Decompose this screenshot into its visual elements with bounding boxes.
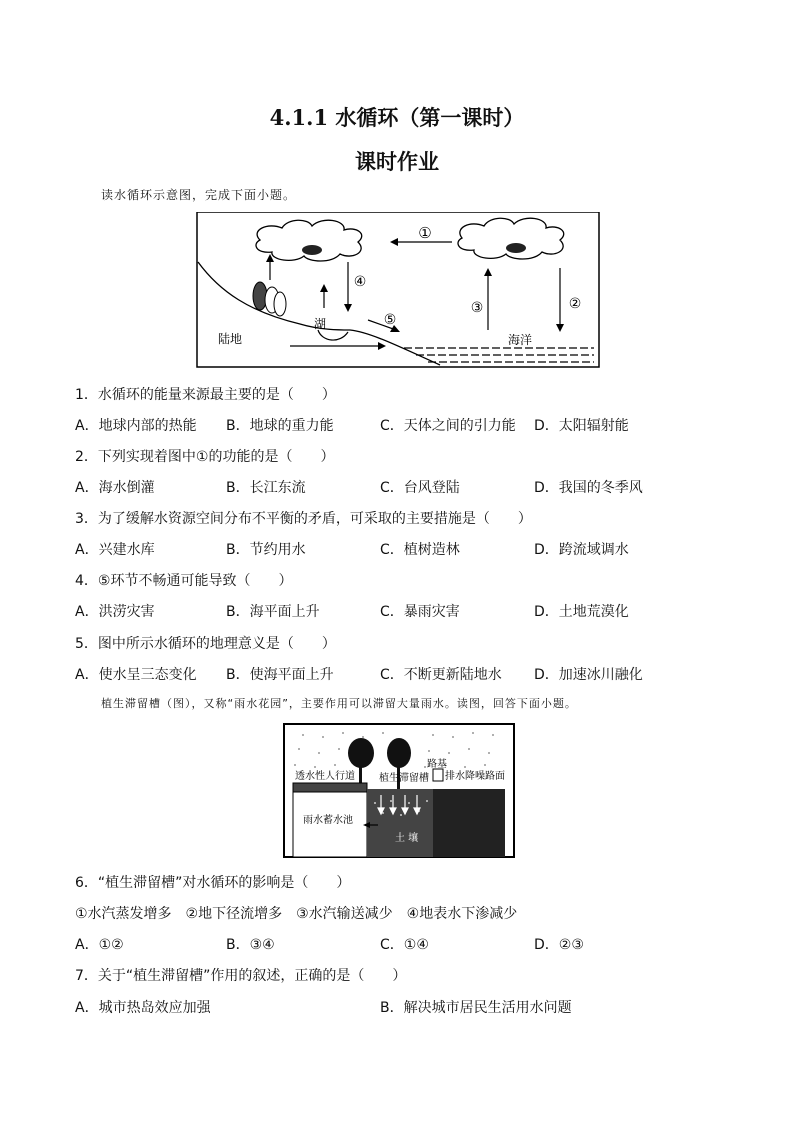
q3-option-a: A．兴建水库 xyxy=(75,542,155,558)
q5-option-b: B．使海平面上升 xyxy=(226,667,334,683)
q1-option-b: B．地球的重力能 xyxy=(226,418,334,434)
soil xyxy=(367,789,433,857)
sidewalk xyxy=(293,783,367,792)
label-road-base: 路基 xyxy=(427,759,447,770)
q3-option-b: B．节约用水 xyxy=(226,542,306,558)
label-sidewalk: 透水性人行道 xyxy=(295,771,355,782)
question-6: 6．“植生滞留槽”对水循环的影响是（ ） xyxy=(75,875,351,891)
label-tank: 雨水蓄水池 xyxy=(303,815,353,826)
q6-statements: ①水汽蒸发增多 ②地下径流增多 ③水汽输送减少 ④地表水下渗减少 xyxy=(75,906,518,922)
label-trough: 植生滞留槽 xyxy=(379,773,429,784)
tree xyxy=(387,738,411,768)
q6-option-b: B．③④ xyxy=(226,937,275,953)
q3-option-c: C．植树造林 xyxy=(380,542,460,558)
rain-garden-diagram xyxy=(283,723,515,859)
rain-icon xyxy=(506,243,526,253)
tree xyxy=(274,292,286,316)
question-1: 1．水循环的能量来源最主要的是（ ） xyxy=(75,387,336,403)
q5-option-c: C．不断更新陆地水 xyxy=(380,667,502,683)
question-7: 7．关于“植生滞留槽”作用的叙述，正确的是（ ） xyxy=(75,968,407,984)
q2-option-a: A．海水倒灌 xyxy=(75,480,155,496)
tree xyxy=(348,738,374,768)
label-lake: 湖 xyxy=(314,317,327,331)
page-title: 4.1.1 水循环（第一课时） xyxy=(269,105,525,130)
label-land: 陆地 xyxy=(218,332,243,346)
arrow-label-2: ② xyxy=(568,296,582,312)
q5-option-a: A．使水呈三态变化 xyxy=(75,667,197,683)
q6-option-d: D．②③ xyxy=(534,937,584,953)
label-drain-road: 排水降噪路面 xyxy=(445,771,505,782)
q4-option-d: D．土地荒漠化 xyxy=(534,604,629,620)
q4-option-a: A．洪涝灾害 xyxy=(75,604,155,620)
q4-option-c: C．暴雨灾害 xyxy=(380,604,460,620)
intro-text-1: 读水循环示意图，完成下面小题。 xyxy=(101,188,297,202)
question-2: 2．下列实现着图中①的功能的是（ ） xyxy=(75,449,335,465)
arrow-label-4: ④ xyxy=(353,274,367,290)
land-surface xyxy=(198,262,440,365)
page-subtitle: 课时作业 xyxy=(355,149,439,174)
arrow-label-3: ③ xyxy=(470,300,484,316)
question-3: 3．为了缓解水资源空间分布不平衡的矛盾，可采取的主要措施是（ ） xyxy=(75,511,532,527)
q4-option-b: B．海平面上升 xyxy=(226,604,320,620)
q2-option-c: C．台风登陆 xyxy=(380,480,460,496)
q6-option-c: C．①④ xyxy=(380,937,429,953)
q2-option-d: D．我国的冬季风 xyxy=(534,480,643,496)
q3-option-d: D．跨流域调水 xyxy=(534,542,629,558)
q1-option-a: A．地球内部的热能 xyxy=(75,418,197,434)
q2-option-b: B．长江东流 xyxy=(226,480,306,496)
arrow-label-5: ⑤ xyxy=(383,312,397,328)
rain-icon xyxy=(302,245,322,255)
water-cycle-diagram xyxy=(190,212,610,372)
lake-basin xyxy=(318,330,348,340)
q7-option-b: B．解决城市居民生活用水问题 xyxy=(380,1000,572,1016)
q5-option-d: D．加速冰川融化 xyxy=(534,667,643,683)
cloud-right xyxy=(458,218,564,259)
label-ocean: 海洋 xyxy=(508,333,533,347)
road-base xyxy=(433,797,505,857)
q6-option-a: A．①② xyxy=(75,937,124,953)
arrow-label-1: ① xyxy=(418,224,432,242)
question-5: 5．图中所示水循环的地理意义是（ ） xyxy=(75,636,336,652)
q1-option-d: D．太阳辐射能 xyxy=(534,418,629,434)
question-4: 4．⑤环节不畅通可能导致（ ） xyxy=(75,573,293,589)
q1-option-c: C．天体之间的引力能 xyxy=(380,418,516,434)
cloud-left xyxy=(256,220,362,261)
road-surface xyxy=(433,789,505,797)
q7-option-a: A．城市热岛效应加强 xyxy=(75,1000,211,1016)
drain-box xyxy=(433,769,443,781)
label-soil: 土 壤 xyxy=(395,833,419,844)
intro-text-2: 植生滞留槽（图），又称“雨水花园”，主要作用可以滞留大量雨水。读图，回答下面小题。 xyxy=(101,697,577,710)
